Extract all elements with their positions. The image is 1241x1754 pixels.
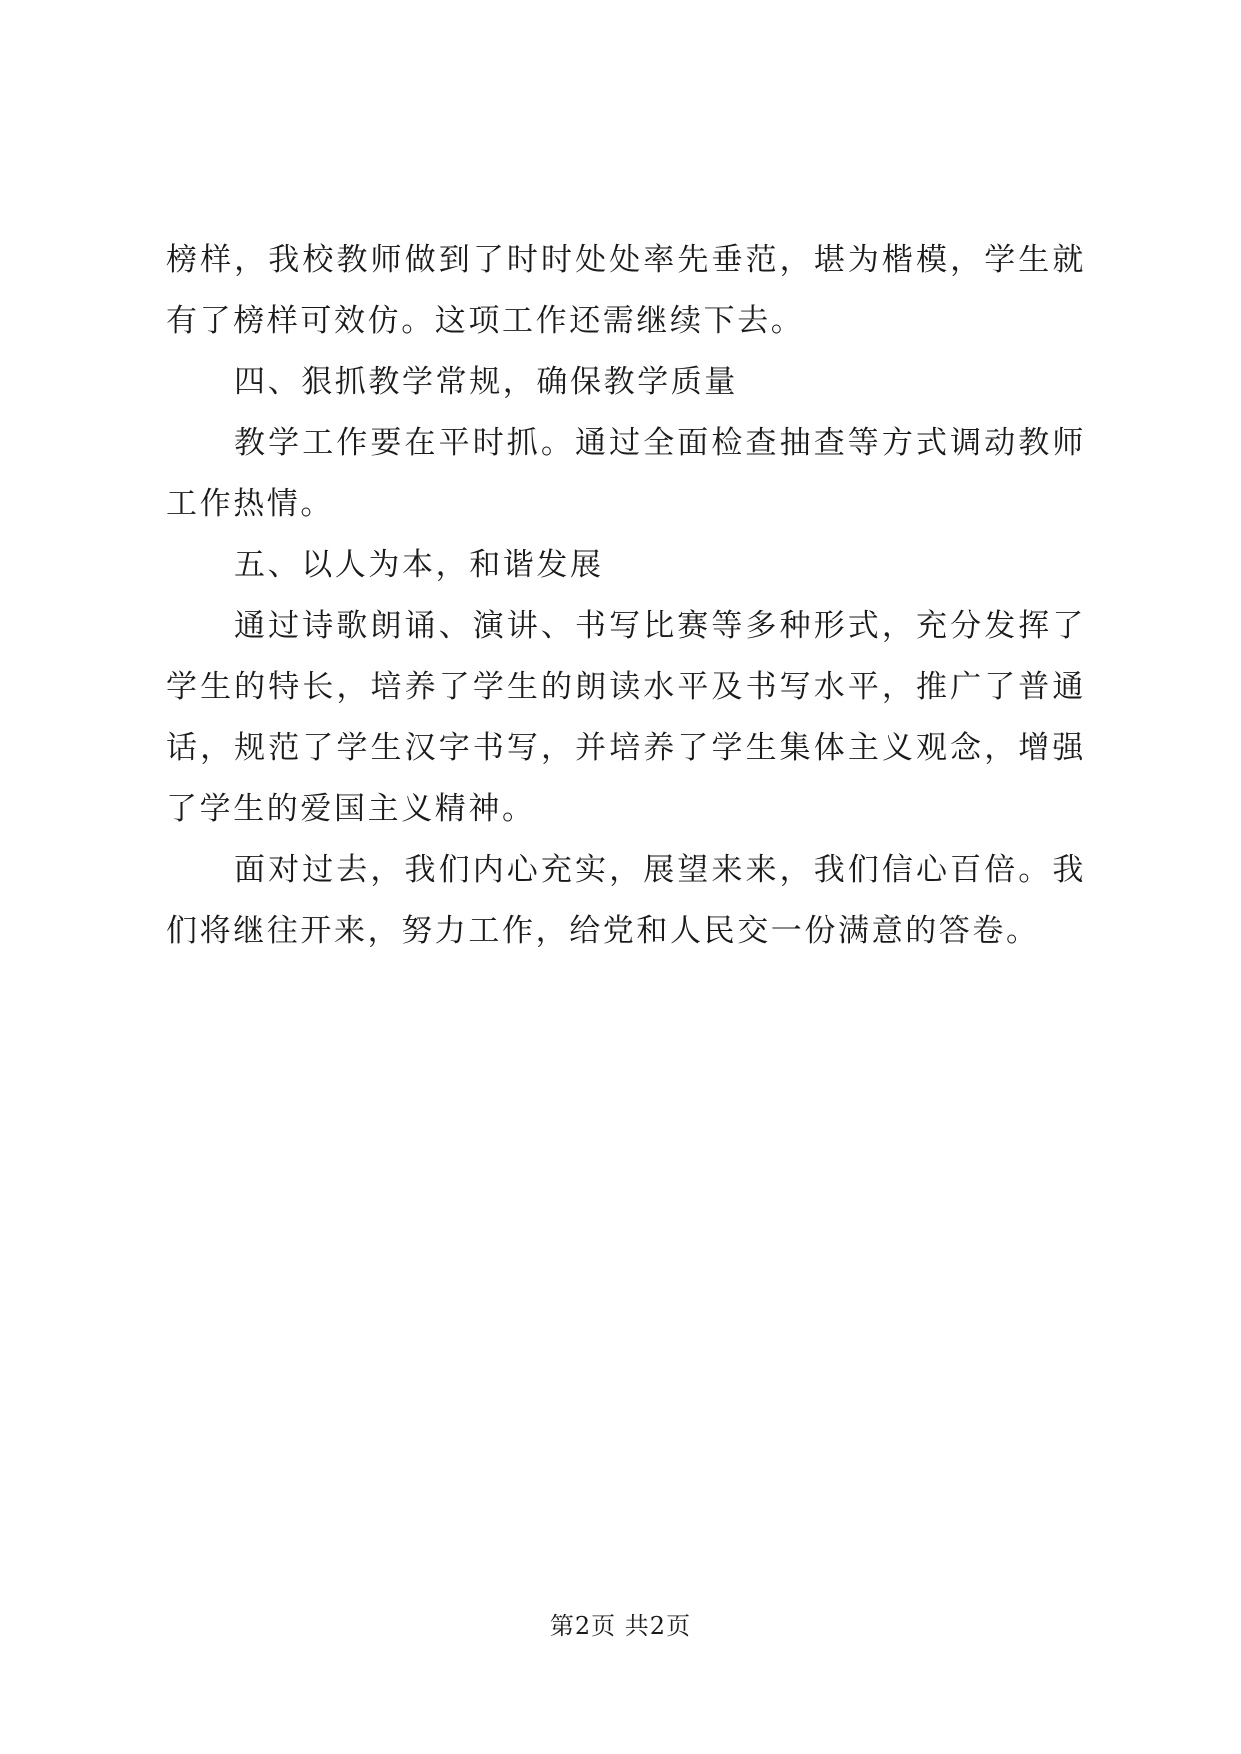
paragraph-teaching: 教学工作要在平时抓。通过全面检查抽查等方式调动教师工作热情。 [166, 425, 1086, 522]
page-number-footer: 第2页 共2页 [549, 1612, 692, 1640]
paragraph-continuation: 榜样，我校教师做到了时时处处率先垂范，堪为楷模，学生就有了榜样可效仿。这项工作还需继续下去。 [166, 242, 1086, 339]
document-body [166, 230, 1086, 962]
section-heading-5: 五、以人为本，和谐发展 [234, 547, 604, 583]
paragraph-conclusion: 面对过去，我们内心充实，展望来来，我们信心百倍。我们将继往开来，努力工作，给党和人民交一份满意的答卷。 [166, 852, 1086, 949]
paragraph-activities: 通过诗歌朗诵、演讲、书写比赛等多种形式，充分发挥了学生的特长，培养了学生的朗读水平及书写水平，推广了普通话，规范了学生汉字书写，并培养了学生集体主义观念，增强了学生的爱国主义精神。 [166, 608, 1086, 827]
section-heading-4: 四、狠抓教学常规，确保教学质量 [234, 364, 738, 400]
